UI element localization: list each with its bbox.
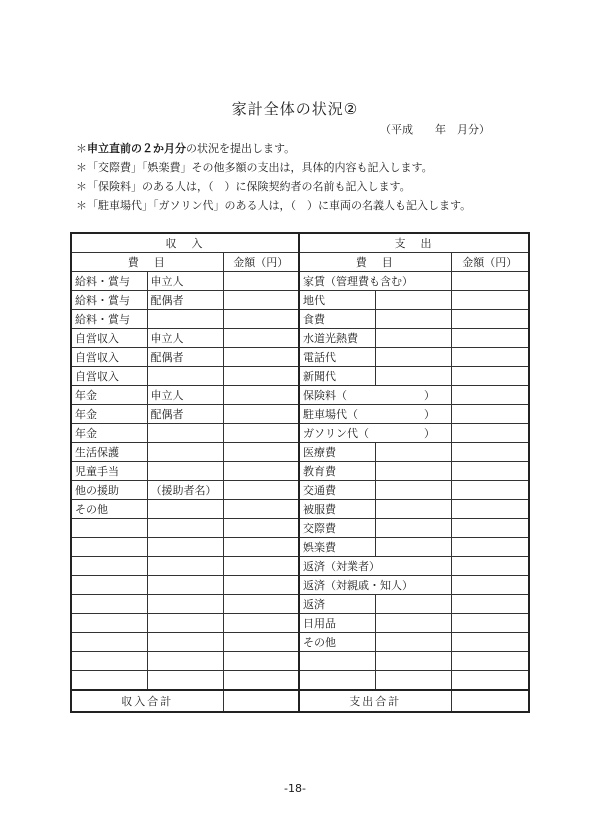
income-amount-cell[interactable] xyxy=(223,481,299,500)
income-amount-cell[interactable] xyxy=(223,405,299,424)
expense-amount-cell[interactable] xyxy=(451,424,529,443)
expense-amount-cell[interactable] xyxy=(451,405,529,424)
note-bullet: ＊ xyxy=(76,180,87,193)
expense-detail-cell[interactable] xyxy=(375,367,451,386)
expense-item-header: 費 目 xyxy=(299,253,451,272)
table-row xyxy=(71,367,529,386)
expense-item-cell: 地代 xyxy=(299,291,375,310)
table-row xyxy=(71,633,529,652)
income-amount-cell[interactable] xyxy=(223,424,299,443)
table-row xyxy=(71,443,529,462)
income-amount-cell[interactable] xyxy=(223,652,299,671)
instruction-notes xyxy=(76,139,471,215)
expense-item-cell: 家賃（管理費も含む） xyxy=(299,272,451,291)
income-amount-cell[interactable] xyxy=(223,671,299,691)
income-sub-cell: （援助者名） xyxy=(147,481,223,500)
expense-amount-cell[interactable] xyxy=(451,443,529,462)
income-sub-cell: 配偶者 xyxy=(147,291,223,310)
expense-item-cell: 交通費 xyxy=(299,481,375,500)
table-row xyxy=(71,519,529,538)
income-sub-cell: 申立人 xyxy=(147,272,223,291)
expense-amount-cell[interactable] xyxy=(451,519,529,538)
income-header: 収 入 xyxy=(71,233,299,253)
expense-amount-cell[interactable] xyxy=(451,329,529,348)
expense-total-label: 支出合計 xyxy=(299,690,451,712)
income-amount-cell[interactable] xyxy=(223,310,299,329)
income-amount-cell[interactable] xyxy=(223,614,299,633)
expense-detail-cell[interactable] xyxy=(375,595,451,614)
table-row xyxy=(71,671,529,691)
expense-item-cell: ガソリン代（ ） xyxy=(299,424,451,443)
income-amount-cell[interactable] xyxy=(223,291,299,310)
expense-item-cell: 娯楽費 xyxy=(299,538,375,557)
expense-amount-cell[interactable] xyxy=(451,310,529,329)
note-emphasis: 申立直前の２か月分 xyxy=(87,142,186,155)
income-item-cell: 他の援助 xyxy=(71,481,147,500)
income-item-cell: 年金 xyxy=(71,386,147,405)
note-text: 「駐車場代」「ガソリン代」のある人は，（ ）に車両の名義人も記入します。 xyxy=(87,199,472,212)
table-row xyxy=(71,424,529,443)
income-item-header: 費 目 xyxy=(71,253,223,272)
expense-amount-cell[interactable] xyxy=(451,291,529,310)
income-item-cell: 年金 xyxy=(71,424,147,443)
expense-detail-cell[interactable] xyxy=(375,310,451,329)
income-amount-cell[interactable] xyxy=(223,633,299,652)
income-item-cell xyxy=(71,538,147,557)
expense-detail-cell[interactable] xyxy=(375,633,451,652)
totals-row xyxy=(71,690,529,712)
expense-amount-cell[interactable] xyxy=(451,272,529,291)
income-sub-cell xyxy=(147,595,223,614)
table-row xyxy=(71,652,529,671)
income-sub-cell xyxy=(147,500,223,519)
expense-detail-cell[interactable] xyxy=(375,652,451,671)
expense-detail-cell[interactable] xyxy=(375,538,451,557)
note-bullet: ＊ xyxy=(76,199,87,212)
note-line xyxy=(76,139,471,158)
expense-detail-cell[interactable] xyxy=(375,462,451,481)
expense-detail-cell[interactable] xyxy=(375,348,451,367)
income-sub-cell xyxy=(147,652,223,671)
table-row xyxy=(71,291,529,310)
table-row xyxy=(71,272,529,291)
income-amount-header: 金額（円） xyxy=(223,253,299,272)
expense-header: 支 出 xyxy=(299,233,529,253)
income-sub-cell xyxy=(147,671,223,691)
income-sub-cell xyxy=(147,367,223,386)
table-row xyxy=(71,405,529,424)
expense-detail-cell[interactable] xyxy=(375,291,451,310)
table-row xyxy=(71,500,529,519)
income-amount-cell[interactable] xyxy=(223,595,299,614)
expense-item-cell: 返済（対親戚・知人） xyxy=(299,576,451,595)
expense-item-cell: 教育費 xyxy=(299,462,375,481)
income-item-cell xyxy=(71,595,147,614)
income-total-amount[interactable] xyxy=(223,690,299,712)
income-item-cell xyxy=(71,633,147,652)
expense-item-cell: 保険料（ ） xyxy=(299,386,451,405)
expense-amount-cell[interactable] xyxy=(451,386,529,405)
table-row xyxy=(71,557,529,576)
income-sub-cell: 配偶者 xyxy=(147,348,223,367)
note-line xyxy=(76,158,471,177)
expense-item-cell xyxy=(299,671,375,691)
note-bullet: ＊ xyxy=(76,161,87,174)
expense-item-cell: 医療費 xyxy=(299,443,375,462)
income-amount-cell[interactable] xyxy=(223,443,299,462)
expense-item-cell: 電話代 xyxy=(299,348,375,367)
expense-item-cell: 新聞代 xyxy=(299,367,375,386)
note-line xyxy=(76,177,471,196)
note-line xyxy=(76,196,471,215)
expense-detail-cell[interactable] xyxy=(375,671,451,691)
income-amount-cell[interactable] xyxy=(223,462,299,481)
table-row xyxy=(71,462,529,481)
table-row xyxy=(71,329,529,348)
page-number: -18- xyxy=(284,782,306,795)
expense-amount-cell[interactable] xyxy=(451,595,529,614)
income-sub-cell xyxy=(147,424,223,443)
expense-amount-cell[interactable] xyxy=(451,576,529,595)
note-text: 「保険料」のある人は，（ ）に保険契約者の名前も記入します。 xyxy=(87,180,411,193)
income-sub-cell: 申立人 xyxy=(147,329,223,348)
table-row xyxy=(71,576,529,595)
income-amount-cell[interactable] xyxy=(223,348,299,367)
income-item-cell: 自営収入 xyxy=(71,329,147,348)
income-amount-cell[interactable] xyxy=(223,538,299,557)
income-sub-cell xyxy=(147,443,223,462)
income-sub-cell xyxy=(147,557,223,576)
income-total-label: 収入合計 xyxy=(71,690,223,712)
income-sub-cell xyxy=(147,576,223,595)
income-item-cell xyxy=(71,652,147,671)
table-row xyxy=(71,310,529,329)
expense-amount-cell[interactable] xyxy=(451,671,529,691)
income-item-cell xyxy=(71,671,147,691)
note-text: 「交際費」「娯楽費」その他多額の支出は，具体的内容も記入します。 xyxy=(87,161,433,174)
income-sub-cell: 申立人 xyxy=(147,386,223,405)
expense-detail-cell[interactable] xyxy=(375,500,451,519)
income-amount-cell[interactable] xyxy=(223,557,299,576)
period-label: （平成 年 月分） xyxy=(380,123,490,136)
income-item-cell: 自営収入 xyxy=(71,367,147,386)
expense-amount-cell[interactable] xyxy=(451,557,529,576)
income-amount-cell[interactable] xyxy=(223,386,299,405)
table-row xyxy=(71,386,529,405)
expense-amount-cell[interactable] xyxy=(451,652,529,671)
income-item-cell: 児童手当 xyxy=(71,462,147,481)
table-row xyxy=(71,538,529,557)
section-header-row xyxy=(71,233,529,253)
income-item-cell: その他 xyxy=(71,500,147,519)
table-row xyxy=(71,595,529,614)
income-sub-cell: 配偶者 xyxy=(147,405,223,424)
income-item-cell xyxy=(71,614,147,633)
table-row xyxy=(71,614,529,633)
income-amount-cell[interactable] xyxy=(223,576,299,595)
expense-item-cell: 返済 xyxy=(299,595,375,614)
page-title: 家計全体の状況② xyxy=(231,100,359,118)
income-sub-cell xyxy=(147,538,223,557)
expense-amount-header: 金額（円） xyxy=(451,253,529,272)
table-row xyxy=(71,348,529,367)
household-budget-table xyxy=(70,232,530,713)
expense-detail-cell[interactable] xyxy=(375,481,451,500)
income-amount-cell[interactable] xyxy=(223,519,299,538)
income-amount-cell[interactable] xyxy=(223,367,299,386)
expense-item-cell: 日用品 xyxy=(299,614,375,633)
income-sub-cell xyxy=(147,462,223,481)
income-item-cell: 生活保護 xyxy=(71,443,147,462)
expense-detail-cell[interactable] xyxy=(375,519,451,538)
note-text: の状況を提出します。 xyxy=(186,142,296,155)
income-item-cell: 自営収入 xyxy=(71,348,147,367)
expense-amount-cell[interactable] xyxy=(451,348,529,367)
expense-item-cell: 交際費 xyxy=(299,519,375,538)
income-amount-cell[interactable] xyxy=(223,272,299,291)
expense-item-cell: 水道光熱費 xyxy=(299,329,375,348)
expense-item-cell: 被服費 xyxy=(299,500,375,519)
expense-detail-cell[interactable] xyxy=(375,329,451,348)
income-sub-cell xyxy=(147,614,223,633)
expense-amount-cell[interactable] xyxy=(451,614,529,633)
expense-item-cell: 駐車場代（ ） xyxy=(299,405,451,424)
expense-amount-cell[interactable] xyxy=(451,500,529,519)
expense-item-cell: 返済（対業者） xyxy=(299,557,451,576)
expense-amount-cell[interactable] xyxy=(451,633,529,652)
expense-amount-cell[interactable] xyxy=(451,481,529,500)
income-sub-cell xyxy=(147,310,223,329)
expense-amount-cell[interactable] xyxy=(451,367,529,386)
income-amount-cell[interactable] xyxy=(223,500,299,519)
expense-detail-cell[interactable] xyxy=(375,443,451,462)
income-amount-cell[interactable] xyxy=(223,329,299,348)
table-row xyxy=(71,481,529,500)
note-bullet: ＊ xyxy=(76,142,87,155)
income-sub-cell xyxy=(147,519,223,538)
income-item-cell xyxy=(71,576,147,595)
expense-amount-cell[interactable] xyxy=(451,462,529,481)
income-item-cell: 給料・賞与 xyxy=(71,272,147,291)
income-item-cell: 年金 xyxy=(71,405,147,424)
income-item-cell xyxy=(71,557,147,576)
income-item-cell: 給料・賞与 xyxy=(71,310,147,329)
income-sub-cell xyxy=(147,633,223,652)
expense-item-cell: その他 xyxy=(299,633,375,652)
expense-item-cell xyxy=(299,652,375,671)
expense-item-cell: 食費 xyxy=(299,310,375,329)
income-item-cell xyxy=(71,519,147,538)
expense-amount-cell[interactable] xyxy=(451,538,529,557)
expense-detail-cell[interactable] xyxy=(375,614,451,633)
expense-total-amount[interactable] xyxy=(451,690,529,712)
income-item-cell: 給料・賞与 xyxy=(71,291,147,310)
column-header-row xyxy=(71,253,529,272)
